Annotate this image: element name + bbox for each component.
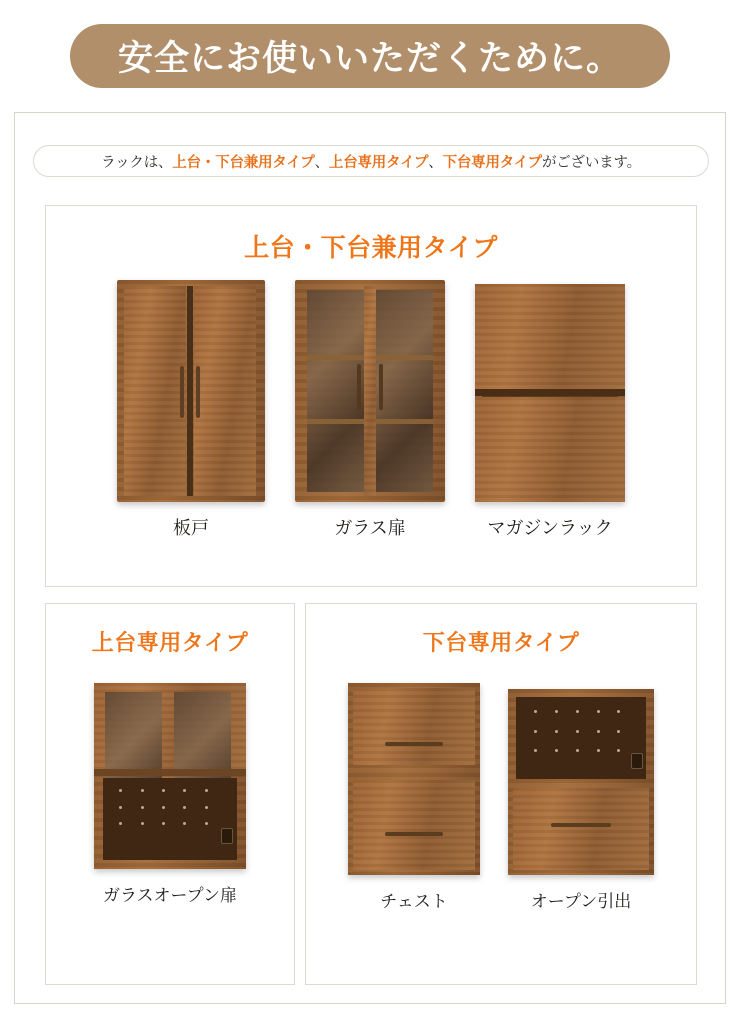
glass-door-cabinet-illustration <box>295 280 445 502</box>
header-banner <box>70 24 670 88</box>
item-caption: オープン引出 <box>530 892 632 911</box>
magazine-rack-illustration <box>475 284 625 502</box>
category-box-both <box>45 205 697 587</box>
peg-holes <box>103 778 237 860</box>
lead-part2: がございます。 <box>541 154 641 171</box>
lock-icon <box>221 828 233 844</box>
page-title: 安全にお使いいただくために。 <box>117 39 622 78</box>
peg-holes <box>516 697 646 779</box>
item-caption: マガジンラック <box>487 518 613 538</box>
lead-sep2: 、 <box>428 154 443 171</box>
lead-description-pill <box>33 145 709 177</box>
lock-icon <box>631 753 643 769</box>
item-caption: ガラス扉 <box>334 518 406 538</box>
item-panel-door-cabinet <box>117 280 265 540</box>
category-title-both: 上台・下台兼用タイプ <box>244 234 498 262</box>
category-box-lower <box>305 603 697 985</box>
item-caption: チェスト <box>380 892 448 911</box>
panel-door-cabinet-illustration <box>117 280 265 502</box>
category-box-upper <box>45 603 295 985</box>
category-items-both <box>46 280 696 540</box>
item-open-drawer-unit <box>508 689 654 912</box>
item-glass-door-cabinet <box>295 280 445 540</box>
lead-highlight-upper: 上台専用タイプ <box>328 154 429 171</box>
item-caption: ガラスオープン扉 <box>103 886 237 905</box>
lead-description-text <box>101 151 641 172</box>
category-items-upper <box>46 683 294 906</box>
item-magazine-rack <box>475 284 625 540</box>
category-items-lower <box>306 683 696 912</box>
open-drawer-unit-illustration <box>508 689 654 875</box>
item-chest-drawers <box>348 683 480 912</box>
lead-highlight-both: 上台・下台兼用タイプ <box>172 154 315 171</box>
chest-drawers-illustration <box>348 683 480 875</box>
glass-open-door-cabinet-illustration <box>94 683 246 869</box>
lead-part1: ラックは、 <box>101 154 173 171</box>
lead-highlight-lower: 下台専用タイプ <box>442 154 542 171</box>
lead-sep1: 、 <box>314 154 329 171</box>
item-glass-open-door-cabinet <box>94 683 246 906</box>
item-caption: 板戸 <box>173 518 209 538</box>
content-frame <box>14 112 726 1004</box>
category-title-lower: 下台専用タイプ <box>422 630 580 655</box>
category-title-upper: 上台専用タイプ <box>91 630 249 655</box>
